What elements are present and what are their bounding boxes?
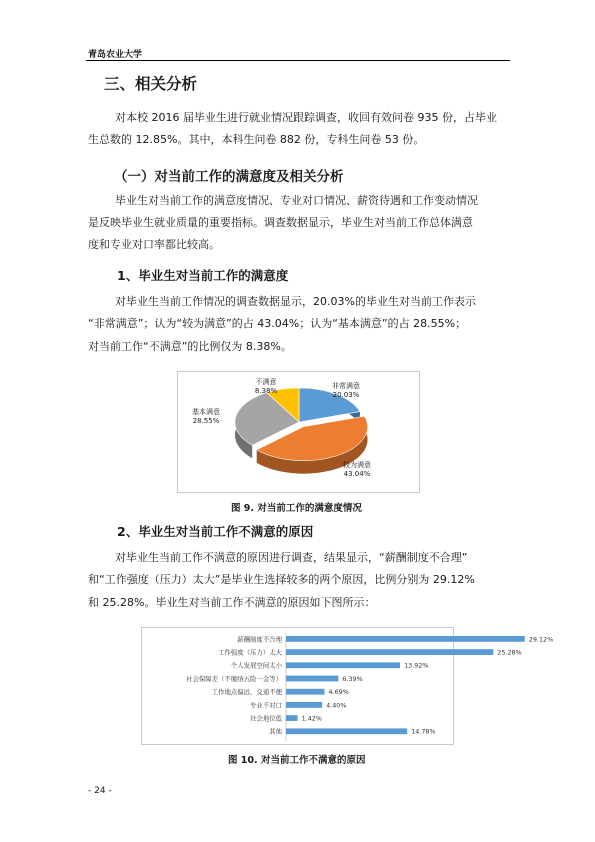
page-number: - 24 - [88,786,112,796]
sub1-line-2: 是反映毕业生就业质量的重要指标。调查数据显示，毕业生对当前工作总体满意 [88,216,473,229]
figure10-caption: 图 10. 对当前工作不满意的原因 [228,755,366,766]
item2-line-3: 和 25.28%。毕业生对当前工作不满意的原因如下图所示： [88,596,376,609]
bar-value-label: 14.78% [411,727,436,736]
pie-label-dissatisfied-value: 8.38% [254,387,278,395]
bar-value-label: 4.40% [326,701,347,710]
pie-chart-frame [177,371,420,493]
item2-title: 2、毕业生对当前工作不满意的原因 [117,524,314,539]
pie-label-very-satisfied-name: 非常满意 [332,382,360,390]
pie-label-very-satisfied-value: 20.03% [332,391,360,399]
bar-value-label: 6.39% [342,674,363,683]
pie-label-very-satisfied [326,382,366,400]
intro-line-2: 生总数的 12.85%。其中，本科生问卷 882 份，专科生问卷 53 份。 [88,133,425,146]
pie-label-basic-name: 基本满意 [192,408,220,416]
item1-line-1: 对毕业生当前工作情况的调查数据显示，20.03%的毕业生对当前工作表示 [115,295,476,308]
item2-line-1: 对毕业生当前工作不满意的原因进行调查，结果显示，“薪酬制度不合理” [115,551,468,564]
bar-4 [286,689,325,695]
header-rule [86,60,510,61]
bar-6 [286,715,298,721]
sub1-line-3: 度和专业对口率都比较高。 [88,238,220,251]
item2-line-2: 和“工作强度（压力）太大”是毕业生选择较多的两个原因，比例分别为 29.12% [88,573,475,586]
bar-7 [286,728,407,734]
pie-label-dissatisfied [246,378,286,396]
subsection-title: （一）对当前工作的满意度及相关分析 [114,169,344,185]
bar-category-label: 薪酬制度不合理 [237,635,282,644]
bar-2 [286,662,400,668]
intro-line-1: 对本校 2016 届毕业生进行就业情况跟踪调查，收回有效问卷 935 份，占毕业 [115,111,497,124]
bar-category-label: 个人发展空间太小 [230,661,282,670]
bar-category-label: 社会保障差（不缴纳五险一金等） [186,674,282,683]
bar-category-label: 其他 [269,727,282,736]
pie-chart [178,372,421,494]
bar-3 [286,676,338,682]
bar-value-label: 4.69% [328,688,349,697]
bar-category-label: 工作地点偏远，交通不便 [211,688,282,697]
bar-chart [141,627,554,745]
item1-line-3: 对当前工作“不满意”的比例仅为 8.38%。 [88,340,292,353]
pie-label-fairly-satisfied-value: 43.04% [343,470,371,478]
pie-label-basic-value: 28.55% [192,417,220,425]
pie-label-fairly-satisfied-name: 较为满意 [343,461,371,469]
bar-category-label: 专业不对口 [250,701,282,710]
bar-category-label: 社会地位低 [250,714,282,723]
section-title: 三、相关分析 [104,75,198,93]
item1-line-2: “非常满意”；认为“较为满意”的占 43.04%；认为“基本满意”的占 28.55%； [88,317,467,330]
bar-value-label: 29.12% [528,635,554,644]
bar-1 [286,649,493,655]
running-header: 青岛农业大学 [88,50,143,60]
bar-value-label: 25.28% [497,648,522,657]
item1-title: 1、毕业生对当前工作的满意度 [117,268,289,283]
pie-label-basic [183,408,229,426]
pie-label-dissatisfied-name: 不满意 [255,378,277,386]
sub1-line-1: 毕业生对当前工作的满意度情况、专业对口情况、薪资待遇和工作变动情况 [115,194,478,207]
pie-label-fairly-satisfied [337,461,377,479]
figure9-caption: 图 9. 对当前工作的满意度情况 [231,503,362,514]
bar-category-label: 工作强度（压力）太大 [218,648,282,657]
bar-value-label: 1.42% [301,714,322,723]
bar-5 [286,702,322,708]
bar-0 [286,636,525,642]
bar-value-label: 13.92% [404,661,429,670]
